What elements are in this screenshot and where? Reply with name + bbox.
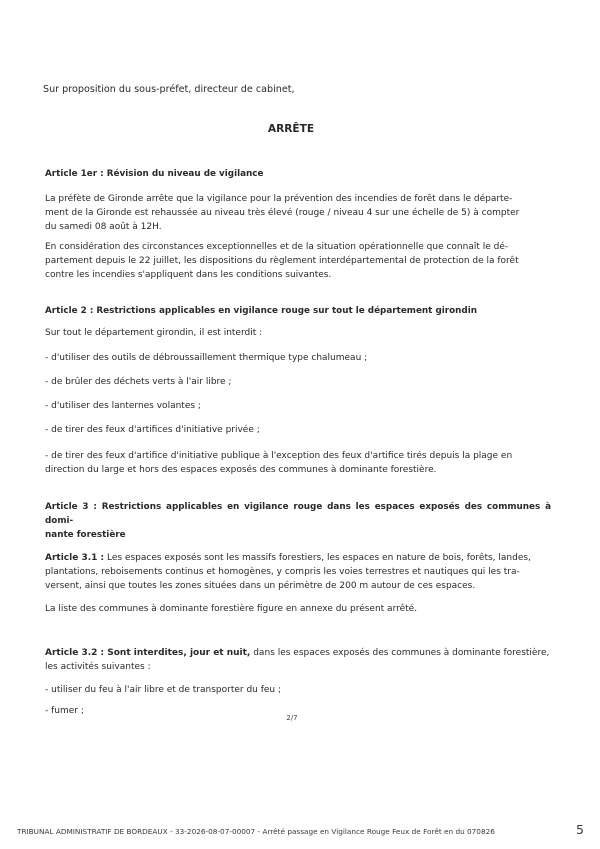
text-line: - de tirer des feux d'artifice d'initiative publique à l'exception des feux d'artifice tirés depuis la plage en: [45, 451, 513, 461]
text-line: En considération des circonstances exceptionnelles et de la situation opérationnelle que connaît le dé-: [45, 242, 509, 252]
article-1-heading: [45, 167, 551, 181]
list-item: - de brûler des déchets verts à l'air libre ;: [45, 377, 232, 387]
article-2-label: Article 2: [45, 306, 87, 316]
article-1-label: Article 1er: [45, 169, 98, 179]
text-line: versent, ainsi que toutes les zones situées dans un périmètre de 200 m autour de ces espaces.: [45, 581, 476, 591]
list-item: - utiliser du feu à l'air libre et de transporter du feu ;: [45, 685, 282, 695]
article-3-1-annex-note: La liste des communes à dominante forestière figure en annexe du présent arrêté.: [45, 604, 418, 614]
article-1-paragraph-2: [45, 240, 551, 282]
sheet-number: 5: [576, 822, 584, 837]
list-item: - d'utiliser des outils de débroussaillement thermique type chalumeau ;: [45, 353, 368, 363]
text-line: du samedi 08 août à 12H.: [45, 222, 162, 232]
list-item: - d'utiliser des lanternes volantes ;: [45, 401, 201, 411]
article-1-title: Révision du niveau de vigilance: [106, 169, 264, 179]
text-line: La préfète de Gironde arrête que la vigilance pour la prévention des incendies de forêt dans le départe-: [45, 194, 513, 204]
article-3-1-paragraph: [45, 551, 551, 593]
text-line: les activités suivantes :: [45, 662, 151, 672]
footer-text: TRIBUNAL ADMINISTRATIF DE BORDEAUX - 33-2026-08-07-00007 - Arrêté passage en Vigilance Rouge Feux de Forêt en du 070826: [17, 827, 495, 836]
article-2-title: Restrictions applicables en vigilance rouge sur tout le département girondin: [96, 306, 477, 316]
text-line: direction du large et hors des espaces exposés des communes à dominante forestière.: [45, 465, 437, 475]
article-2-heading: [45, 304, 551, 318]
list-item: - fumer ;: [45, 706, 84, 716]
list-item: - de tirer des feux d'artifices d'initiative privée ;: [45, 425, 260, 435]
article-3-title: Restrictions applicables en vigilance rouge dans les espaces exposés des communes à domi-: [45, 502, 552, 526]
text-line: plantations, reboisements continus et homogènes, y compris les voies terrestres et nautiques qui les tra-: [45, 567, 520, 577]
intro-line: Sur proposition du sous-préfet, directeur de cabinet,: [43, 84, 295, 95]
article-1-paragraph-1: [45, 192, 551, 234]
article-2-separator: :: [86, 306, 97, 316]
article-2-intro: Sur tout le département girondin, il est interdit :: [45, 328, 263, 338]
text-line: Les espaces exposés sont les massifs forestiers, les espaces en nature de bois, forêts, landes,: [104, 553, 531, 563]
article-1-separator: :: [97, 169, 107, 179]
decree-title: ARRÊTE: [267, 123, 315, 135]
article-3-2-paragraph: [45, 646, 551, 674]
text-line: partement depuis le 22 juillet, les dispositions du règlement interdépartemental de protection de la forêt: [45, 256, 519, 266]
text-line: dans les espaces exposés des communes à dominante forestière,: [250, 648, 550, 658]
text-line: contre les incendies s'appliquent dans les conditions suivantes.: [45, 270, 332, 280]
article-3-heading: [45, 500, 551, 542]
list-item: [45, 449, 551, 477]
article-3-title-continued: nante forestière: [45, 530, 126, 540]
page-number: 2/7: [286, 714, 298, 722]
article-3-1-label: Article 3.1 :: [45, 553, 105, 563]
article-3-label: Article 3: [45, 502, 89, 512]
article-3-2-label: Article 3.2 : Sont interdites, jour et nuit,: [45, 648, 251, 658]
article-3-separator: :: [88, 502, 102, 512]
text-line: ment de la Gironde est rehaussée au niveau très élevé (rouge / niveau 4 sur une échelle de 5) à compter: [45, 208, 520, 218]
